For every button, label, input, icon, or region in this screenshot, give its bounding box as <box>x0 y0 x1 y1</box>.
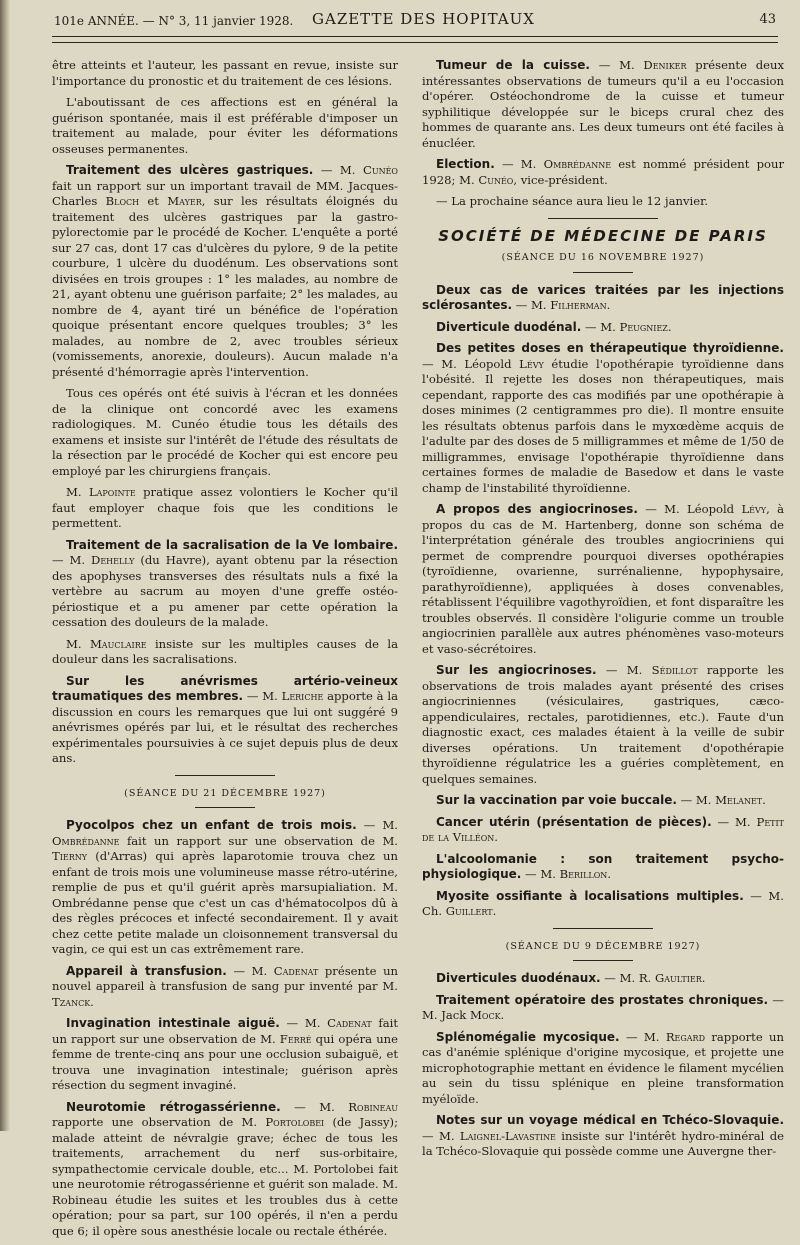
binding-gutter <box>0 0 10 1131</box>
author-name: Cadenat <box>327 1016 372 1030</box>
article-heading: Traitement des ulcères gastriques. <box>66 163 314 177</box>
article-heading: Diverticule duodénal. <box>436 319 582 334</box>
author-name: Sédillot <box>651 663 698 677</box>
article-tcheco-slovaquie: Notes sur un voyage médical en Tchéco-Slovaquie. — M. Laignel-Lavastine insiste sur l'intérêt hydro-minéral de la Tchéco-Slovaquie qui possède comme une Auvergne ther- <box>422 1113 784 1158</box>
article-diverticule: Diverticule duodénal. — M. Peugniez. <box>436 319 672 334</box>
page-number: 43 <box>759 12 776 27</box>
session-date: (SÉANCE DU 21 DÉCEMBRE 1927) <box>124 787 326 799</box>
author-name: Mauclaire <box>89 636 147 651</box>
paragraph: L'aboutissant de ces affections est en général la guérison spontanée, mais il est préférable d'imposer un traitement au malade, pour éviter les déformations osseuses permanentes. <box>52 95 398 156</box>
section-divider <box>573 272 633 273</box>
article-cancer: Cancer utérin (présentation de pièces). — M. Petit de la Villéon. <box>422 814 784 844</box>
article-prostates: Traitement opératoire des prostates chroniques. — M. Jack Mock. <box>422 992 784 1022</box>
article-heading: Invagination intestinale aiguë. <box>66 1016 280 1030</box>
author-name: Berillon <box>559 867 608 881</box>
article-ulceres: Traitement des ulcères gastriques. — M. Cunéo fait un rapport sur un important travail de MM. Jacques-Charles Bloch et Mayer, sur les résultats éloignés du traitement des ulcères gastriques par la gastro-pylorectomie par le procédé de Kocher. L'enquête a porté sur 27 cas, dont 17 cas d'ulcères du pylore, 9 de la petite courbure, 1 ulcère du duodénum. Les observations sont divisées en trois groupes : 1° les malades, au nombre de 21, ayant obtenu une guérison parfaite; 2° les malades, au nombre de 4, ayant tiré un bénéfice de l'opération quoique présentant encore quelques troubles; 3° les malades, au nombre de 2, avec troubles sérieux (vomissements, anorexie, douleurs). Aucun malade n'a présenté d'hémorragie après l'intervention. <box>52 163 398 379</box>
article-heading: Sur les anévrismes artério-veineux traumatiques des membres. <box>52 673 398 703</box>
header-rule <box>52 36 778 37</box>
journal-title: GAZETTE DES HOPITAUX <box>312 10 535 28</box>
author-name: Laignel-Lavastine <box>459 1128 556 1143</box>
article-heading: Notes sur un voyage médical en Tchéco-Slovaquie. <box>436 1113 784 1127</box>
article-varices: Deux cas de varices traitées par les injections sclérosantes. — M. Filherman. <box>422 282 784 312</box>
section-divider <box>175 775 275 776</box>
author-name: Robineau <box>348 1099 398 1114</box>
paragraph: être atteints et l'auteur, les passant en revue, insiste sur l'importance du pronostic et du traitement de ces lésions. <box>52 58 398 88</box>
author-name: Gaultier <box>654 971 702 985</box>
paragraph: M. Lapointe pratique assez volontiers le Kocher qu'il faut employer chaque fois que les conditions le permettent. <box>52 485 398 530</box>
issue-line: 101e ANNÉE. — N° 3, 11 janvier 1928. <box>54 14 294 28</box>
article-heading: L'alcoolomanie : son traitement psycho-physiologique. <box>422 851 784 881</box>
article-heading: Traitement opératoire des prostates chroniques. <box>436 992 769 1007</box>
paragraph: Tous ces opérés ont été suivis à l'écran et les données de la clinique ont concordé avec les examens radiologiques. M. Cunéo étudie tous les détails des examens et insiste sur l'intérêt de l'étude des résultats de la résection par le procédé de Kocher qui est encore peu employé par les chirurgiens français. <box>52 386 398 478</box>
author-name: Peugniez <box>619 319 668 334</box>
author-name: Ferré <box>279 1031 312 1046</box>
article-heading: Deux cas de varices traitées par les injections sclérosantes. <box>422 282 784 312</box>
article-heading: Sur la vaccination par voie buccale. <box>436 793 677 807</box>
article-heading: Diverticules duodénaux. <box>436 971 601 985</box>
article-sacralisation: Traitement de la sacralisation de la Ve lombaire. — M. Dehelly (du Havre), ayant obtenu par la résection des apophyses transverses des résultats nuls a fixé la vertèbre au sacrum au moyen d'une greffe ostéo-périostique et a pu amener par cette opération la cessation des douleurs de la malade. <box>52 537 398 629</box>
section-divider <box>195 807 255 808</box>
article-heading: Splénomégalie mycosique. <box>436 1029 620 1044</box>
author-name: Melanet <box>715 793 763 807</box>
author-name: Cunéo <box>362 163 398 177</box>
article-diverticules: Diverticules duodénaux. — M. R. Gaultier. <box>436 971 706 985</box>
paragraph: M. Mauclaire insiste sur les multiples causes de la douleur dans les sacralisations. <box>52 636 398 666</box>
section-divider <box>548 218 658 219</box>
article-heading: Neurotomie rétrogassérienne. <box>66 1099 281 1114</box>
author-name: Cadenat <box>273 963 319 978</box>
author-name: Portolobei <box>265 1115 325 1129</box>
article-alcoolomanie: L'alcoolomanie : son traitement psycho-physiologique. — M. Berillon. <box>422 851 784 881</box>
article-heading: Traitement de la sacralisation de la Ve lombaire. <box>66 537 398 552</box>
article-heading: Tumeur de la cuisse. <box>436 58 590 72</box>
author-name: Tzanck <box>52 994 91 1009</box>
article-heading: Des petites doses en thérapeutique thyroïdienne. <box>436 341 784 355</box>
article-heading: Appareil à transfusion. <box>66 963 227 978</box>
article-vaccination: Sur la vaccination par voie buccale. — M. Melanet. <box>436 793 766 807</box>
section-divider <box>553 928 653 929</box>
author-name: Lévy <box>519 356 544 371</box>
author-name: Guillert <box>445 904 493 918</box>
section-divider <box>573 960 633 961</box>
article-heading: Sur les angiocrinoses. <box>436 663 597 677</box>
article-transfusion: Appareil à transfusion. — M. Cadenat présente un nouvel appareil à transfusion de sang pur inventé par M. Tzanck. <box>52 963 398 1009</box>
author-name: Mayer <box>167 194 202 208</box>
author-name: Bloch <box>105 194 140 208</box>
article-heading: Pyocolpos chez un enfant de trois mois. <box>66 818 357 832</box>
article-neurotomie: Neurotomie rétrogassérienne. — M. Robineau rapporte une observation de M. Portolobei (de Jassy); malade atteint de névralgie grave; échec de tous les traitements, arrachement du nerf sus-orbitaire, sympathectomie cervicale double, etc... M. Portolobei fait une neurotomie rétrogassérienne et guérit son malade. M. Robineau étudie les suites et les troubles dus à cette opération; pour sa part, sur 100 opérés, il n'en a perdu que 6; il opère sous anesthésie locale ou rectale éthérée. <box>52 1099 398 1238</box>
session-date: (SÉANCE DU 9 DÉCEMBRE 1927) <box>505 940 701 952</box>
society-title: SOCIÉTÉ DE MÉDECINE DE PARIS <box>438 226 768 245</box>
article-angiocrinoses-2: Sur les angiocrinoses. — M. Sédillot rapporte les observations de trois malades ayant présenté des crises angiocriniennes (vésiculaires, gastriques, cæco-appendiculaires, rectales, parotidiennes, etc.). Faute d'un diagnostic exact, ces malades étaient à la veille de subir diverses opérations. Un traitement d'opothérapie thyroïdienne régulatrice les a guéries complètement, en quelques semaines. <box>422 663 785 786</box>
article-heading: Election. <box>436 157 495 171</box>
author-name: Dehelly <box>91 553 135 567</box>
next-session-note: — La prochaine séance aura lieu le 12 janvier. <box>436 194 709 208</box>
author-name: Ombrédanne <box>52 833 120 848</box>
author-name: Cunéo <box>478 172 514 187</box>
article-anevrismes: Sur les anévrismes artério-veineux traumatiques des membres. — M. Leriche apporte à la discussion en cours les remarques que lui ont suggéré 9 anévrismes opérés par lui, et le résultat des recherches expérimentales poursuivies à ce sujet depuis plus de deux ans. <box>52 673 398 765</box>
author-name: Tierny <box>52 849 88 863</box>
article-heading: Myosite ossifiante à localisations multiples. <box>436 888 744 903</box>
article-tumeur: Tumeur de la cuisse. — M. Deniker présente deux intéressantes observations de tumeurs qu'il a eu l'occasion d'opérer. Ostéochondrome de la cuisse et tumeur syphilitique développée sur le biceps crural chez des hommes de quarante ans. Les deux tumeurs ont été faciles à énucléer. <box>422 58 784 150</box>
header-rule-thin <box>52 42 778 43</box>
article-angiocrinoses: A propos des angiocrinoses. — M. Léopold Lévy, à propos du cas de M. Hartenberg, donne son schéma de l'interprétation générale des troubles angiocriniens qui permet de comprendre pourquoi diverses opothérapies (tyroïdienne, ovarienne, surrénalienne, hypophysaire, parathyroïdienne), appliquées à doses convenables, rétablissent l'équilibre vagothyroïdien, et font disparaître les troubles observés. Il considère l'oligurie comme un trouble angiocrinien parallèle aux autres phénomènes vaso-moteurs et vaso-sécrétoires. <box>422 502 784 656</box>
article-election: Election. — M. Ombrédanne est nommé président pour 1928; M. Cunéo, vice-président. <box>422 157 784 187</box>
author-name: Petit de la Villéon <box>422 814 784 844</box>
article-heading: Cancer utérin (présentation de pièces). <box>436 814 712 829</box>
article-myosite: Myosite ossifiante à localisations multiples. — M. Ch. Guillert. <box>422 888 784 918</box>
article-heading: A propos des angiocrinoses. <box>436 502 638 516</box>
author-name: Filherman <box>550 298 607 312</box>
author-name: Mock <box>470 1008 501 1022</box>
author-name: Regard <box>665 1029 705 1044</box>
article-invagination: Invagination intestinale aiguë. — M. Cadenat fait un rapport sur une observation de M. Ferré qui opéra une femme de trente-cinq ans pour une occlusion subaiguë, et trouva une invagination intestinale; guérison après résection du segment invaginé. <box>52 1016 398 1092</box>
article-thyroidienne: Des petites doses en thérapeutique thyroïdienne. — M. Léopold Lévy étudie l'opothérapie tyroïdienne dans l'obésité. Il rejette les doses non thérapeutiques, mais cependant, rapporte des cas modifiés par une opothérapie à doses minimes (2 centigrammes pro die). Il montre ensuite les résultats obtenus parfois dans le myxœdème acquis de l'adulte par des doses de 5 milligrammes et même de 1/50 de milligrammes, envisage l'opothérapie thyroïdienne dans certaines formes de maladie de Basedow et dans le vaste champ de l'instabilité thyroïdienne. <box>422 341 784 495</box>
right-column <box>422 58 784 1166</box>
left-column <box>52 58 398 1245</box>
author-name: Lapointe <box>88 485 136 499</box>
page-header <box>52 8 782 30</box>
article-splenomegalie: Splénomégalie mycosique. — M. Regard rapporte un cas d'anémie splénique d'origine mycosique, et projette une microphotographie mettant en évidence le filament mycélien au sein du tissu splénique en pleine transformation myéloïde. <box>422 1029 784 1106</box>
author-name: Leriche <box>281 689 324 703</box>
author-name: Ombrédanne <box>543 157 612 171</box>
author-name: Lévy <box>741 502 767 516</box>
article-pyocolpos: Pyocolpos chez un enfant de trois mois. — M. Ombrédanne fait un rapport sur une observation de M. Tierny (d'Arras) qui après laparotomie trouva chez un enfant de trois mois une volumineuse masse rétro-utérine, remplie de pus et qu'il guérit après marsupialiation. M. Ombrédanne pense que c'est un cas d'hématocolpos dû à des règles précoces et infecté secondairement. Il y avait chez cette petite malade un cloisonnement transversal du vagin, ce qui est un cas extrêmement rare. <box>52 818 398 956</box>
author-name: Deniker <box>643 58 687 72</box>
session-date: (SÉANCE DU 16 NOVEMBRE 1927) <box>501 252 705 263</box>
